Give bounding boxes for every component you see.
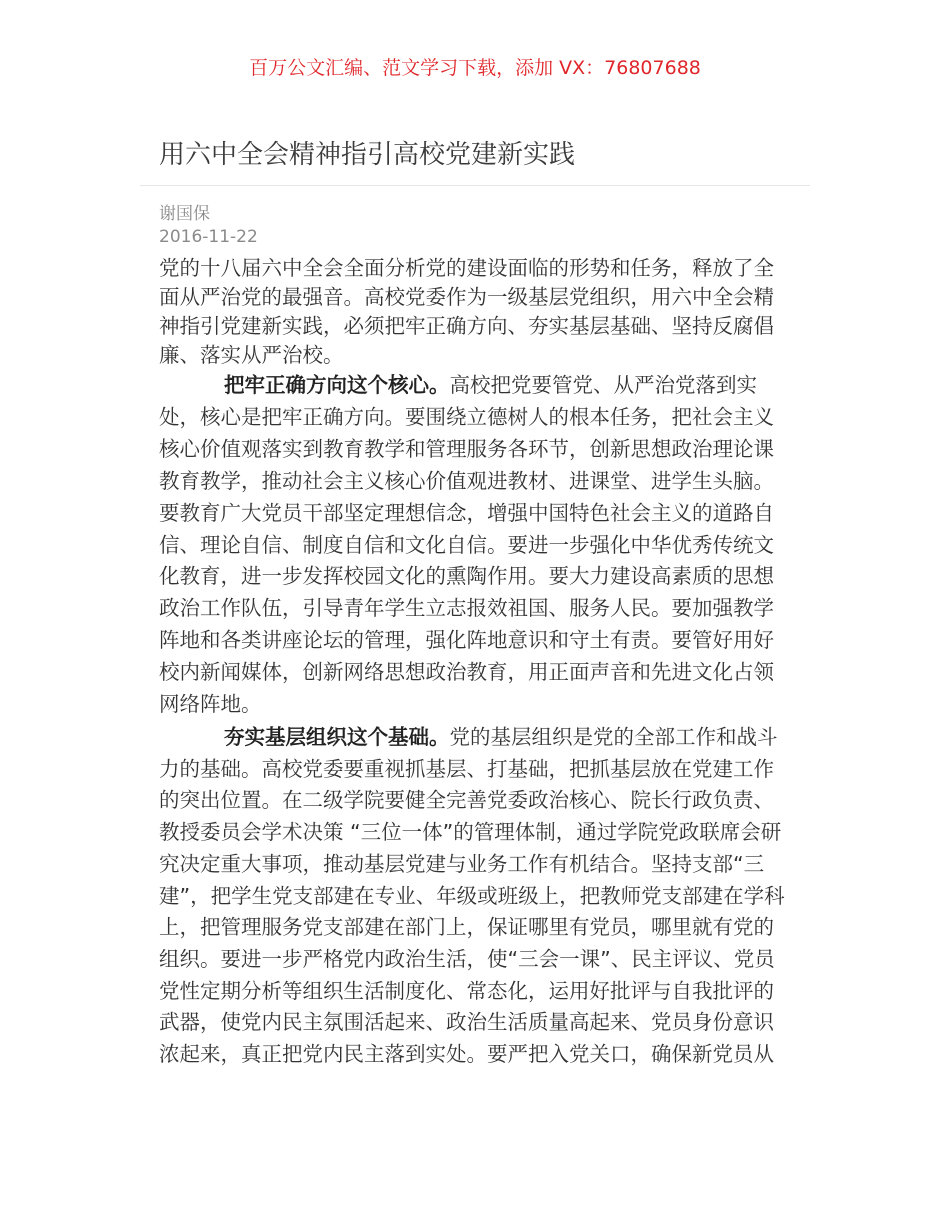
paragraph-line: 武器，使党内民主氛围活起来、政治生活质量高起来、党员身份意识: [159, 1010, 774, 1035]
paragraph-line: 浓起来，真正把党内民主落到实处。要严把入党关口，确保新党员从: [159, 1042, 774, 1067]
paragraph-line: 教授委员会学术决策 “三位一体”的管理体制，通过学院党政联席会研: [159, 820, 782, 845]
paragraph-line: 化教育，进一步发挥校园文化的熏陶作用。要大力建设高素质的思想: [159, 564, 774, 589]
paragraph-foundation: [159, 722, 799, 1071]
paragraph-line: 党性定期分析等组织生活制度化、常态化，运用好批评与自我批评的: [159, 978, 774, 1003]
paragraph-line: 党的十八届六中全会全面分析党的建设面临的形势和任务，释放了全: [159, 256, 774, 280]
paragraph-line: 面从严治党的最强音。高校党委作为一级基层党组织，用六中全会精: [159, 285, 774, 309]
paragraph-line: 力的基础。高校党委要重视抓基层、打基础，把抓基层放在党建工作: [159, 756, 774, 781]
paragraph-line: 校内新闻媒体，创新网络思想政治教育，用正面声音和先进文化占领: [159, 660, 774, 685]
article-date: 2016-11-22: [159, 227, 258, 247]
title-divider: [140, 185, 810, 186]
paragraph-line: 建”，把学生党支部建在专业、年级或班级上，把教师党支部建在学科: [159, 883, 785, 908]
paragraph-line: [159, 370, 799, 402]
paragraph-line: 处，核心是把牢正确方向。要围绕立德树人的根本任务，把社会主义: [159, 404, 774, 429]
paragraph-line-text: 党的基层组织是党的全部工作和战斗: [449, 725, 778, 749]
paragraph-line: 组织。要进一步严格党内政治生活，使“三会一课”、民主评议、党员: [159, 946, 775, 971]
article-author: 谢国保: [159, 204, 210, 224]
paragraph-line: 廉、落实从严治校。: [159, 343, 344, 367]
watermark-banner: 百万公文汇编、范文学习下载，添加 VX：76807688: [249, 57, 701, 79]
paragraph-line: 核心价值观落实到教育教学和管理服务各环节，创新思想政治理论课: [159, 436, 774, 461]
paragraph-line: 的突出位置。在二级学院要健全完善党委政治核心、院长行政负责、: [159, 788, 774, 813]
paragraph-line: [159, 722, 799, 754]
paragraph-line: 要教育广大党员干部坚定理想信念，增强中国特色社会主义的道路自: [159, 500, 774, 525]
article-title: 用六中全会精神指引高校党建新实践: [159, 140, 576, 170]
paragraph-line: 政治工作队伍，引导青年学生立志报效祖国、服务人民。要加强教学: [159, 596, 774, 621]
paragraph-line-text: 高校把党要管党、从严治党落到实: [449, 373, 757, 397]
paragraph-heading: 夯实基层组织这个基础。: [224, 725, 450, 749]
paragraph-line: 阵地和各类讲座论坛的管理，强化阵地意识和守土有责。要管好用好: [159, 628, 774, 653]
paragraph-line: 究决定重大事项，推动基层党建与业务工作有机结合。坚持支部“三: [159, 851, 765, 876]
paragraph-heading: 把牢正确方向这个核心。: [224, 373, 450, 397]
paragraph-line: 神指引党建新实践，必须把牢正确方向、夯实基层基础、坚持反腐倡: [159, 314, 774, 338]
paragraph-intro: [159, 254, 799, 370]
paragraph-line: 教育教学，推动社会主义核心价值观进教材、进课堂、进学生头脑。: [159, 468, 774, 493]
paragraph-direction: [159, 370, 799, 721]
paragraph-line: 上，把管理服务党支部建在部门上，保证哪里有党员，哪里就有党的: [159, 915, 774, 940]
paragraph-line: 网络阵地。: [159, 692, 262, 717]
paragraph-line: 信、理论自信、制度自信和文化自信。要进一步强化中华优秀传统文: [159, 532, 774, 557]
